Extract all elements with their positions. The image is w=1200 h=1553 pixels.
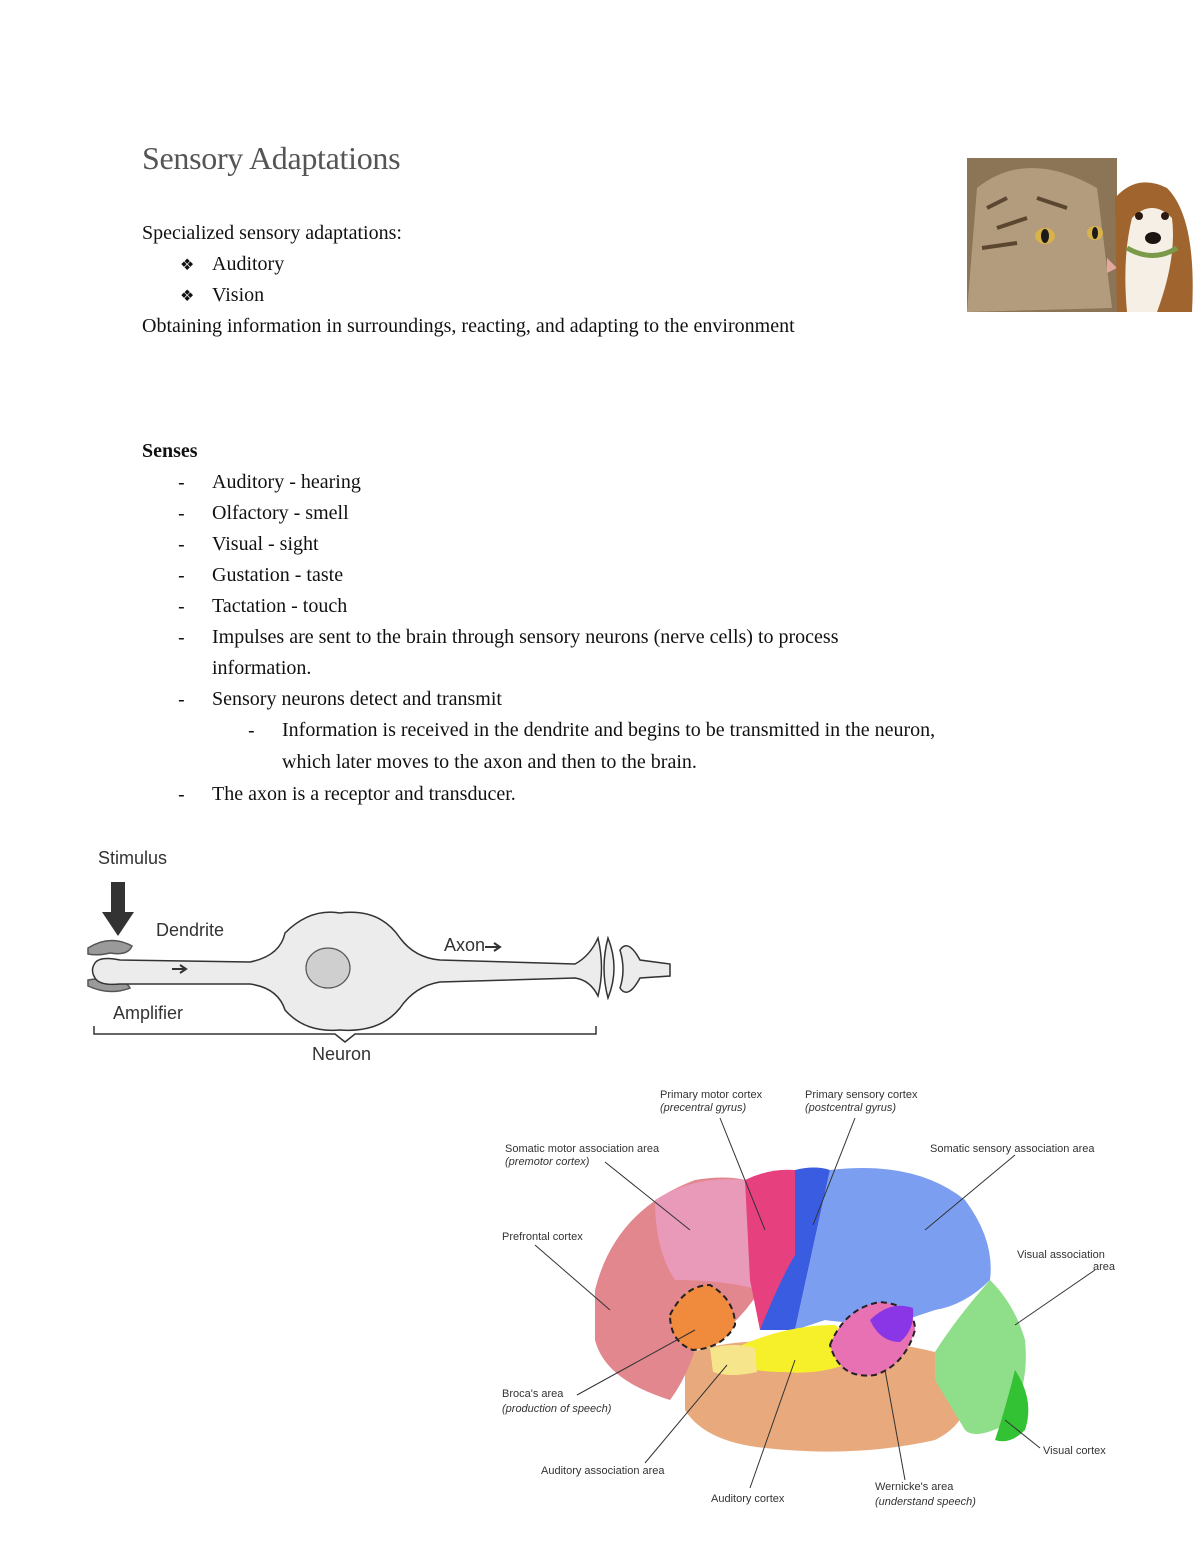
label-wernicke: Wernicke's area <box>875 1481 954 1493</box>
axon-line: The axon is a receptor and transducer. <box>212 783 516 805</box>
label-somatic-motor: Somatic motor association area <box>505 1143 660 1155</box>
label-prefrontal: Prefrontal cortex <box>502 1231 583 1243</box>
dash-bullet: - <box>178 782 185 806</box>
label-auditory-cortex: Auditory cortex <box>711 1493 785 1505</box>
dash-bullet: - <box>178 501 185 525</box>
senses-heading: Senses <box>142 440 198 462</box>
label-somatic-motor-sub: (premotor cortex) <box>505 1156 590 1168</box>
sub-line: which later moves to the axon and then to the brain. <box>282 751 697 773</box>
diamond-bullet-icon: ❖ <box>180 286 195 305</box>
intro-summary: Obtaining information in surroundings, reacting, and adapting to the environment <box>142 315 795 337</box>
neuron-diagram <box>80 838 690 1073</box>
dash-bullet: - <box>178 563 185 587</box>
sense-item: Auditory - hearing <box>212 471 361 493</box>
label-broca: Broca's area <box>502 1388 564 1400</box>
label-somatic-sensory: Somatic sensory association area <box>930 1143 1095 1155</box>
intro-item: Auditory <box>212 253 285 275</box>
cat-dog-photo <box>967 158 1197 312</box>
amplifier-label: Amplifier <box>113 1003 184 1023</box>
sense-item: Tactation - touch <box>212 595 348 617</box>
label-primary-motor-sub: (precentral gyrus) <box>660 1102 747 1114</box>
dendrite-label: Dendrite <box>156 920 225 940</box>
label-wernicke-sub: (understand speech) <box>875 1496 976 1508</box>
dash-bullet: - <box>178 532 185 556</box>
label-primary-sensory-sub: (postcentral gyrus) <box>805 1102 897 1114</box>
dash-bullet: - <box>178 625 185 649</box>
label-visual-assoc-2: area <box>1093 1261 1116 1273</box>
label-auditory-assoc: Auditory association area <box>541 1465 665 1477</box>
axon-label: Axon <box>444 935 486 955</box>
dash-bullet: - <box>178 594 185 618</box>
label-visual-cortex: Visual cortex <box>1043 1445 1106 1457</box>
sense-item: Olfactory - smell <box>212 502 349 524</box>
page-title: Sensory Adaptations <box>142 140 401 176</box>
intro-heading: Specialized sensory adaptations: <box>142 222 402 244</box>
label-broca-sub: (production of speech) <box>502 1403 612 1415</box>
brain-diagram <box>495 1080 1125 1510</box>
dash-bullet: - <box>178 687 185 711</box>
label-primary-sensory: Primary sensory cortex <box>805 1089 918 1101</box>
sense-item: Gustation - taste <box>212 564 344 586</box>
sense-item: Visual - sight <box>212 533 319 555</box>
dash-bullet: - <box>178 470 185 494</box>
detect-line: Sensory neurons detect and transmit <box>212 688 502 710</box>
diamond-bullet-icon: ❖ <box>180 255 195 274</box>
label-visual-assoc: Visual association <box>1017 1249 1105 1261</box>
neuron-label: Neuron <box>312 1044 372 1064</box>
impulses-line: Impulses are sent to the brain through sensory neurons (nerve cells) to process <box>212 626 839 648</box>
stimulus-label: Stimulus <box>98 848 168 868</box>
label-primary-motor: Primary motor cortex <box>660 1089 763 1101</box>
sub-line: Information is received in the dendrite and begins to be transmitted in the neuron, <box>282 719 936 741</box>
dash-bullet: - <box>248 718 255 742</box>
intro-item: Vision <box>212 284 265 306</box>
impulses-line: information. <box>212 657 312 679</box>
